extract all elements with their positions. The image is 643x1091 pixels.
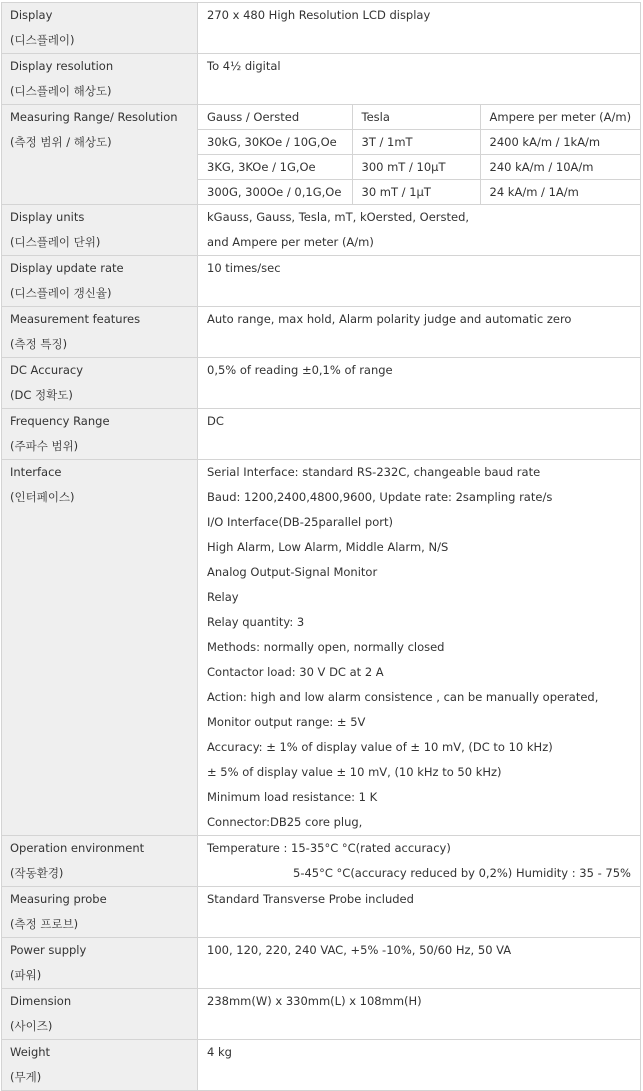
- range-cell-text: 2400 kA/m / 1kA/m: [489, 135, 601, 149]
- spec-label: [2, 3, 198, 54]
- range-table-cell: [198, 105, 641, 205]
- value-line: Accuracy: ± 1% of display value of ± 10 mV, (DC to 10 kHz): [207, 740, 553, 754]
- range-cell-text: 30 mT / 1μT: [361, 185, 431, 199]
- spec-label: [2, 256, 198, 307]
- value-line: Connector:DB25 core plug,: [207, 815, 363, 829]
- label-en: Display update rate: [10, 261, 124, 275]
- spec-table: [1, 2, 641, 1091]
- spec-label: [2, 460, 198, 836]
- range-table-row: [198, 130, 640, 155]
- value-line: [198, 963, 640, 988]
- label-ko: (작동환경): [10, 866, 64, 880]
- label-en: Measuring Range/ Resolution: [10, 110, 178, 124]
- range-table-header: [198, 105, 640, 130]
- label-en: Display units: [10, 210, 85, 224]
- value-line: Relay quantity: 3: [207, 615, 305, 629]
- label-en: Interface: [10, 465, 62, 479]
- spec-value: [198, 256, 641, 307]
- range-table-row: [198, 155, 640, 180]
- value-line: Monitor output range: ± 5V: [207, 715, 366, 729]
- spec-value: [198, 205, 641, 256]
- value-line: I/O Interface(DB-25parallel port): [207, 515, 393, 529]
- range-header-apm: [480, 105, 640, 130]
- range-cell-text: 300G, 300Oe / 0,1G,Oe: [207, 185, 342, 199]
- range-cell: [352, 180, 480, 205]
- value-line: Temperature : 15-35°C °C(rated accuracy): [207, 841, 451, 855]
- label-ko: (디스플레이): [10, 33, 75, 47]
- label-ko: (측정 특징): [10, 337, 68, 351]
- spec-label: [2, 836, 198, 887]
- range-header-text: Gauss / Oersted: [207, 110, 300, 124]
- spec-value: [198, 54, 641, 105]
- value-line: [198, 1014, 640, 1039]
- label-ko: (사이즈): [10, 1019, 53, 1033]
- range-header-text: Ampere per meter (A/m): [489, 110, 632, 124]
- value-line: To 4½ digital: [207, 59, 281, 73]
- range-cell: [352, 130, 480, 155]
- spec-row-weight: [2, 1040, 641, 1091]
- spec-row-display-resolution: [2, 54, 641, 105]
- range-cell: [198, 180, 352, 205]
- spec-label: [2, 54, 198, 105]
- spec-value: [198, 836, 641, 887]
- spec-row-display: [2, 3, 641, 54]
- label-ko: (측정 프로브): [10, 917, 79, 931]
- range-cell: [352, 155, 480, 180]
- value-line: Relay: [207, 590, 239, 604]
- range-header-gauss: [198, 105, 352, 130]
- spec-row-power-supply: [2, 938, 641, 989]
- spec-label: [2, 105, 198, 205]
- spec-value: [198, 358, 641, 409]
- spec-row-measuring-range: [2, 105, 641, 205]
- value-line: Contactor load: 30 V DC at 2 A: [207, 665, 384, 679]
- label-ko: (주파수 범위): [10, 439, 79, 453]
- spec-row-measuring-probe: [2, 887, 641, 938]
- value-line: Auto range, max hold, Alarm polarity judge and automatic zero: [207, 312, 572, 326]
- value-line: 4 kg: [207, 1045, 232, 1059]
- range-cell: [198, 130, 352, 155]
- range-table: [198, 105, 640, 204]
- label-ko: (측정 범위 / 해상도): [10, 135, 112, 149]
- label-ko: (인터페이스): [10, 490, 75, 504]
- value-line: ± 5% of display value ± 10 mV, (10 kHz to 50 kHz): [207, 765, 502, 779]
- spec-row-display-units: [2, 205, 641, 256]
- spec-value: [198, 460, 641, 836]
- spec-value: [198, 887, 641, 938]
- spec-value: [198, 1040, 641, 1091]
- value-line: 238mm(W) x 330mm(L) x 108mm(H): [207, 994, 422, 1008]
- value-line: [198, 912, 640, 937]
- range-cell-text: 24 kA/m / 1A/m: [489, 185, 579, 199]
- spec-value: [198, 3, 641, 54]
- spec-label: [2, 989, 198, 1040]
- value-line: 5-45°C °C(accuracy reduced by 0,2%) Humidity : 35 - 75%: [293, 866, 631, 880]
- label-en: Dimension: [10, 994, 72, 1008]
- value-line: 10 times/sec: [207, 261, 281, 275]
- label-en: Power supply: [10, 943, 87, 957]
- spec-value: [198, 938, 641, 989]
- spec-label: [2, 1040, 198, 1091]
- value-line: Standard Transverse Probe included: [207, 892, 414, 906]
- value-line: High Alarm, Low Alarm, Middle Alarm, N/S: [207, 540, 449, 554]
- range-cell-text: 240 kA/m / 10A/m: [489, 160, 594, 174]
- label-en: Measurement features: [10, 312, 141, 326]
- spec-value: [198, 307, 641, 358]
- range-cell: [480, 155, 640, 180]
- value-line: kGauss, Gauss, Tesla, mT, kOersted, Oersted,: [207, 210, 470, 224]
- value-line: DC: [207, 414, 224, 428]
- range-header-tesla: [352, 105, 480, 130]
- range-cell-text: 300 mT / 10μT: [361, 160, 446, 174]
- value-line: [198, 28, 640, 53]
- range-cell: [198, 155, 352, 180]
- spec-label: [2, 409, 198, 460]
- value-line: 270 x 480 High Resolution LCD display: [207, 8, 431, 22]
- label-ko: (디스플레이 단위): [10, 235, 101, 249]
- value-line: [198, 332, 640, 357]
- value-line: [198, 79, 640, 104]
- value-line: [198, 281, 640, 306]
- range-cell-text: 3KG, 3KOe / 1G,Oe: [207, 160, 316, 174]
- label-en: Weight: [10, 1045, 51, 1059]
- label-en: Frequency Range: [10, 414, 110, 428]
- label-ko: (무게): [10, 1070, 42, 1084]
- label-ko: (디스플레이 해상도): [10, 84, 112, 98]
- value-line: Methods: normally open, normally closed: [207, 640, 445, 654]
- label-ko: (DC 정확도): [10, 388, 73, 402]
- range-table-row: [198, 180, 640, 205]
- value-line: Action: high and low alarm consistence , can be manually operated,: [207, 690, 599, 704]
- range-cell: [480, 130, 640, 155]
- label-en: Measuring probe: [10, 892, 107, 906]
- range-header-text: Tesla: [361, 110, 390, 124]
- spec-label: [2, 358, 198, 409]
- value-line: Analog Output-Signal Monitor: [207, 565, 378, 579]
- range-cell-text: 3T / 1mT: [361, 135, 413, 149]
- spec-row-operation-environment: [2, 836, 641, 887]
- spec-value: [198, 989, 641, 1040]
- value-line: 100, 120, 220, 240 VAC, +5% -10%, 50/60 Hz, 50 VA: [207, 943, 512, 957]
- value-line: [198, 434, 640, 459]
- spec-label: [2, 307, 198, 358]
- label-en: Operation environment: [10, 841, 145, 855]
- value-line: Serial Interface: standard RS-232C, changeable baud rate: [207, 465, 541, 479]
- value-line: Minimum load resistance: 1 K: [207, 790, 378, 804]
- spec-row-frequency-range: [2, 409, 641, 460]
- label-en: Display: [10, 8, 53, 22]
- spec-label: [2, 205, 198, 256]
- value-line: 0,5% of reading ±0,1% of range: [207, 363, 393, 377]
- value-line: and Ampere per meter (A/m): [207, 235, 374, 249]
- spec-row-measurement-features: [2, 307, 641, 358]
- spec-value: [198, 409, 641, 460]
- value-line: [198, 383, 640, 408]
- spec-row-interface: [2, 460, 641, 836]
- range-cell: [480, 180, 640, 205]
- range-cell-text: 30kG, 30KOe / 10G,Oe: [207, 135, 337, 149]
- spec-row-dimension: [2, 989, 641, 1040]
- label-en: Display resolution: [10, 59, 114, 73]
- label-en: DC Accuracy: [10, 363, 84, 377]
- spec-label: [2, 938, 198, 989]
- label-ko: (파워): [10, 968, 42, 982]
- label-ko: (디스플레이 갱신율): [10, 286, 112, 300]
- spec-label: [2, 887, 198, 938]
- spec-row-dc-accuracy: [2, 358, 641, 409]
- value-line: Baud: 1200,2400,4800,9600, Update rate: 2sampling rate/s: [207, 490, 553, 504]
- spec-row-update-rate: [2, 256, 641, 307]
- value-line: [198, 1065, 640, 1090]
